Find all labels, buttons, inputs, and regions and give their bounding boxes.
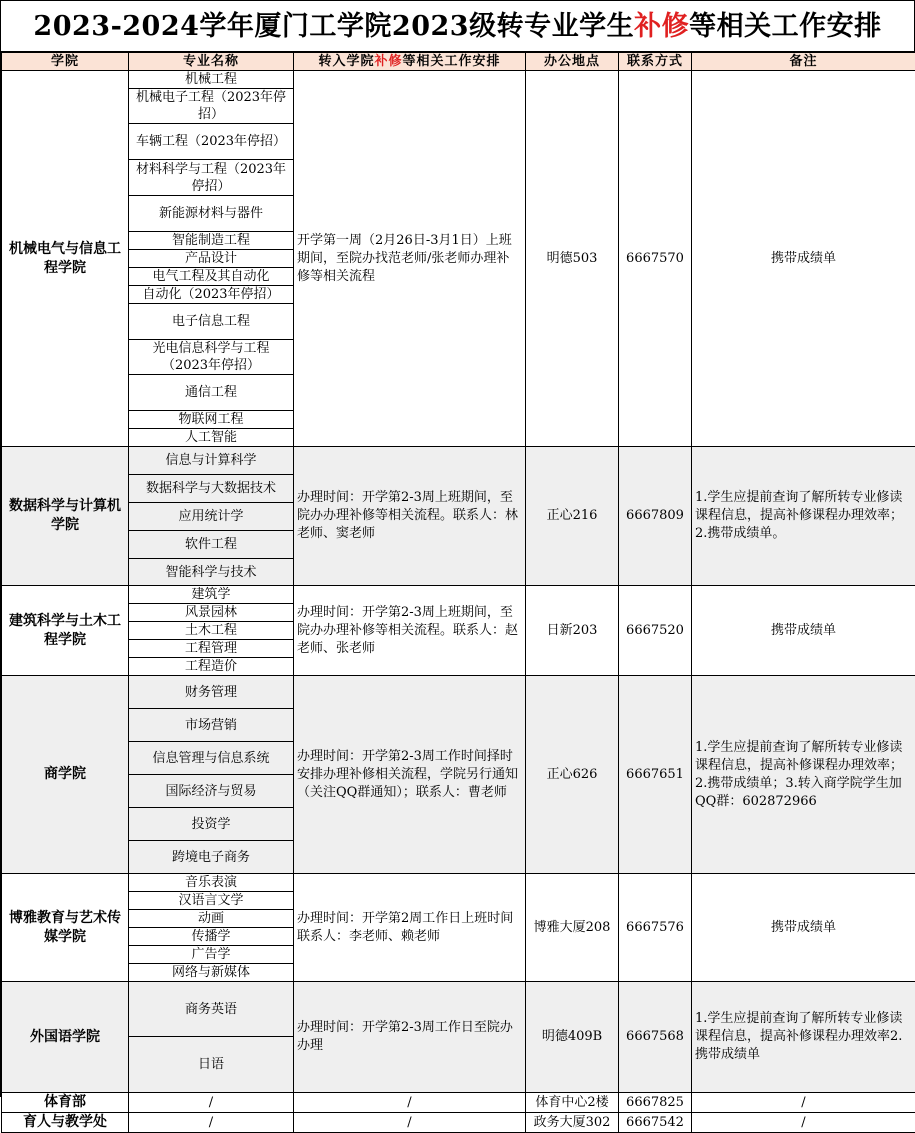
major-cell: 商务英语 [129, 982, 294, 1037]
arrangement-cell: / [294, 1093, 526, 1113]
major-cell: 国际经济与贸易 [129, 775, 294, 808]
major-cell: 光电信息科学与工程（2023年停招） [129, 340, 294, 375]
college-cell: 机械电气与信息工程学院 [2, 71, 129, 447]
contact-cell: 6667570 [619, 71, 692, 447]
major-cell: 建筑学 [129, 586, 294, 604]
major-cell: 应用统计学 [129, 503, 294, 531]
table-row [2, 586, 915, 604]
office-cell: 体育中心2楼 [526, 1093, 619, 1113]
major-cell: 机械电子工程（2023年停招） [129, 89, 294, 124]
header-college: 学院 [2, 53, 129, 71]
arrangement-cell: 办理时间：开学第2-3周上班期间，至院办办理补修等相关流程。联系人：赵老师、张老师 [294, 586, 526, 676]
major-cell: 日语 [129, 1037, 294, 1093]
major-cell: 通信工程 [129, 375, 294, 411]
office-cell: 博雅大厦208 [526, 874, 619, 982]
major-cell: 数据科学与大数据技术 [129, 475, 294, 503]
title-post: 等相关工作安排 [689, 11, 882, 42]
major-cell: 人工智能 [129, 429, 294, 447]
major-cell: 广告学 [129, 946, 294, 964]
title-highlight: 补修 [634, 11, 689, 42]
major-cell: 投资学 [129, 808, 294, 841]
college-cell: 体育部 [2, 1093, 129, 1113]
major-cell: 电子信息工程 [129, 304, 294, 340]
table-body [2, 71, 915, 1133]
table-row [2, 874, 915, 892]
major-cell: 工程造价 [129, 658, 294, 676]
college-cell: 数据科学与计算机学院 [2, 447, 129, 586]
major-cell: 信息管理与信息系统 [129, 742, 294, 775]
major-cell: 软件工程 [129, 531, 294, 559]
note-cell: 1.学生应提前查询了解所转专业修读课程信息，提高补修课程办理效率2.携带成绩单 [692, 982, 915, 1093]
major-cell: 新能源材料与器件 [129, 196, 294, 232]
office-cell: 正心626 [526, 676, 619, 874]
college-cell: 育人与教学处 [2, 1113, 129, 1133]
major-cell: 智能制造工程 [129, 232, 294, 250]
arrangement-cell: 办理时间：开学第2-3周上班期间，至院办办理补修等相关流程。联系人：林老师、窦老师 [294, 447, 526, 586]
major-cell: 土木工程 [129, 622, 294, 640]
page-title [1, 0, 914, 52]
college-cell: 外国语学院 [2, 982, 129, 1093]
major-cell: / [129, 1093, 294, 1113]
major-cell: 传播学 [129, 928, 294, 946]
major-cell: 材料科学与工程（2023年停招） [129, 160, 294, 196]
major-cell: 跨境电子商务 [129, 841, 294, 874]
major-cell: 风景园林 [129, 604, 294, 622]
major-cell: 车辆工程（2023年停招） [129, 124, 294, 160]
major-cell: 智能科学与技术 [129, 559, 294, 586]
note-cell: 携带成绩单 [692, 874, 915, 982]
major-cell: 产品设计 [129, 250, 294, 268]
header-office: 办公地点 [526, 53, 619, 71]
major-cell: 工程管理 [129, 640, 294, 658]
note-cell: / [692, 1113, 915, 1133]
note-cell: 携带成绩单 [692, 71, 915, 447]
arrangement-table [1, 52, 915, 1133]
major-cell: 电气工程及其自动化 [129, 268, 294, 286]
arrangement-cell: 办理时间：开学第2-3周工作日至院办办理 [294, 982, 526, 1093]
arrangement-cell: 办理时间：开学第2-3周工作时间择时安排办理补修相关流程，学院另行通知（关注QQ群通知）；联系人：曹老师 [294, 676, 526, 874]
table-row [2, 676, 915, 709]
office-cell: 政务大厦302 [526, 1113, 619, 1133]
office-cell: 明德409B [526, 982, 619, 1093]
table-row [2, 447, 915, 475]
major-cell: 财务管理 [129, 676, 294, 709]
major-cell: 动画 [129, 910, 294, 928]
header-note: 备注 [692, 53, 915, 71]
table-row [2, 71, 915, 89]
major-cell: 汉语言文学 [129, 892, 294, 910]
table-row [2, 1113, 915, 1133]
arrangement-cell: / [294, 1113, 526, 1133]
contact-cell: 6667520 [619, 586, 692, 676]
title-pre: 2023-2024学年厦门工学院2023级转专业学生 [33, 11, 634, 42]
major-cell: / [129, 1113, 294, 1133]
major-cell: 物联网工程 [129, 411, 294, 429]
major-cell: 市场营销 [129, 709, 294, 742]
major-cell: 自动化（2023年停招） [129, 286, 294, 304]
contact-cell: 6667576 [619, 874, 692, 982]
contact-cell: 6667568 [619, 982, 692, 1093]
major-cell: 信息与计算科学 [129, 447, 294, 475]
arrangement-cell: 办理时间：开学第2周工作日上班时间联系人：李老师、赖老师 [294, 874, 526, 982]
table-row [2, 982, 915, 1037]
college-cell: 博雅教育与艺术传媒学院 [2, 874, 129, 982]
header-contact: 联系方式 [619, 53, 692, 71]
header-major: 专业名称 [129, 53, 294, 71]
major-cell: 音乐表演 [129, 874, 294, 892]
table-row [2, 1093, 915, 1113]
office-cell: 正心216 [526, 447, 619, 586]
note-cell: 1.学生应提前查询了解所转专业修读课程信息，提高补修课程办理效率；2.携带成绩单。 [692, 447, 915, 586]
college-cell: 商学院 [2, 676, 129, 874]
contact-cell: 6667809 [619, 447, 692, 586]
header-arrangement: 转入学院补修等相关工作安排 [294, 53, 526, 71]
contact-cell: 6667651 [619, 676, 692, 874]
major-cell: 机械工程 [129, 71, 294, 89]
table-header-row [2, 53, 915, 71]
college-cell: 建筑科学与土木工程学院 [2, 586, 129, 676]
office-cell: 明德503 [526, 71, 619, 447]
note-cell: 携带成绩单 [692, 586, 915, 676]
contact-cell: 6667542 [619, 1113, 692, 1133]
note-cell: 1.学生应提前查询了解所转专业修读课程信息，提高补修课程办理效率；2.携带成绩单；3.转入商学院学生加QQ群：602872966 [692, 676, 915, 874]
note-cell: / [692, 1093, 915, 1113]
major-cell: 网络与新媒体 [129, 964, 294, 982]
office-cell: 日新203 [526, 586, 619, 676]
contact-cell: 6667825 [619, 1093, 692, 1113]
arrangement-cell: 开学第一周（2月26日-3月1日）上班期间，至院办找范老师/张老师办理补修等相关流程 [294, 71, 526, 447]
